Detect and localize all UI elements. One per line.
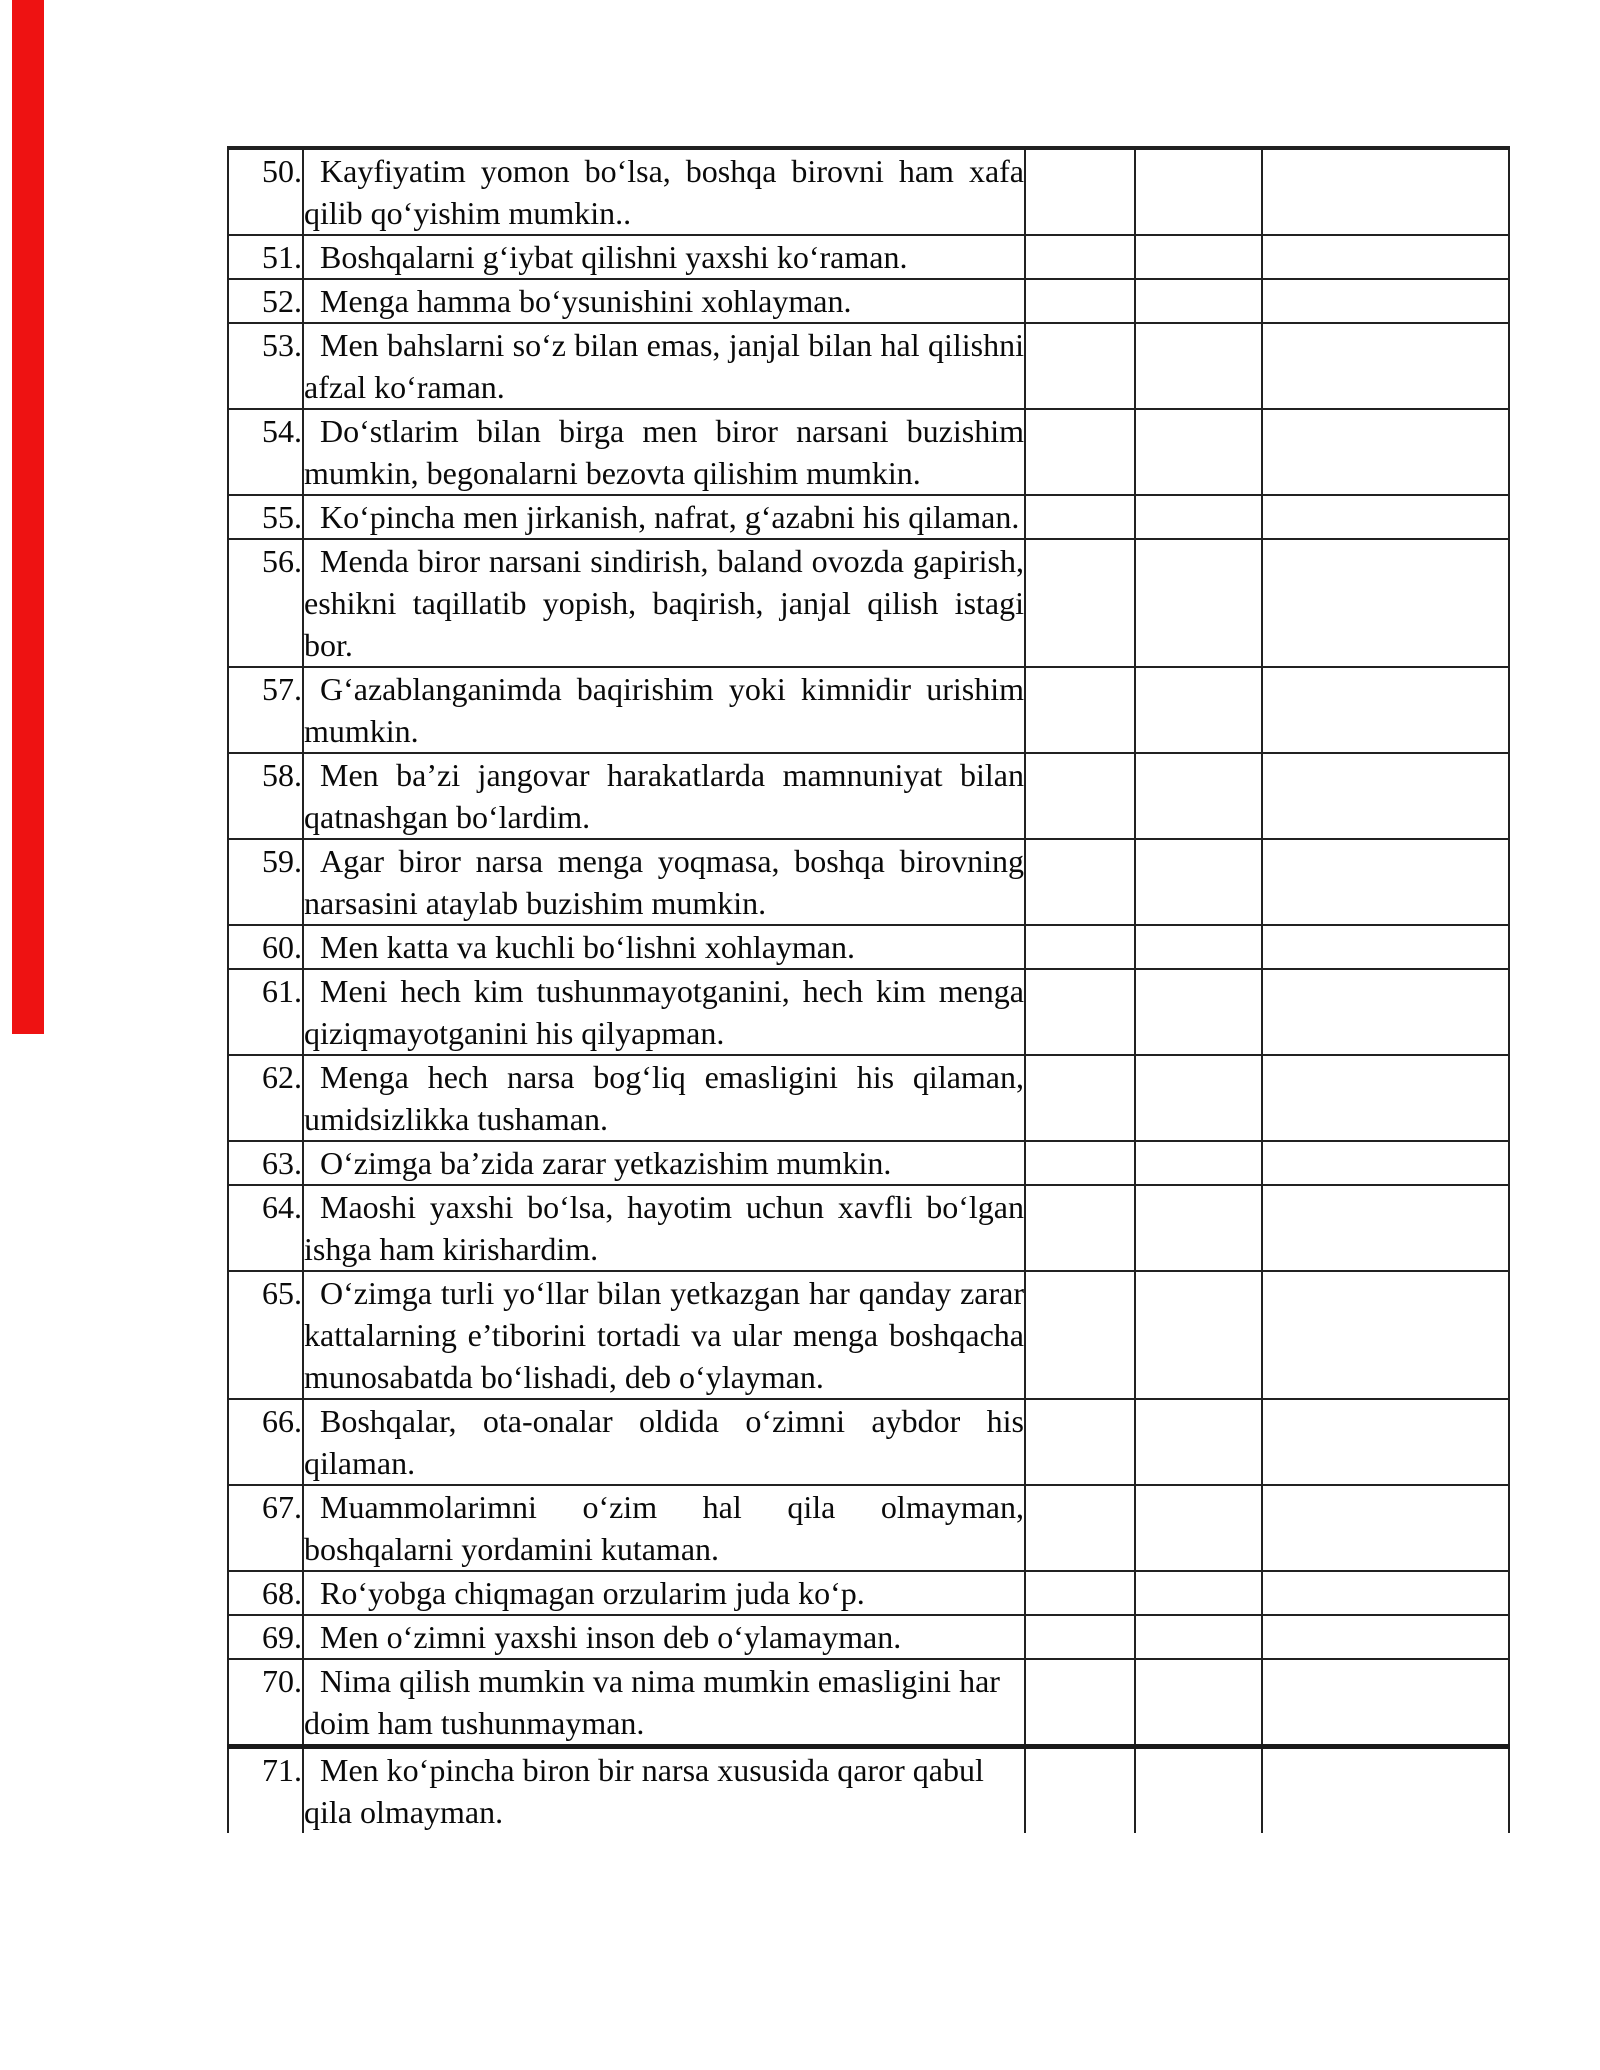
statement-cell: O‘zimga ba’zida zarar yetkazishim mumkin.: [303, 1141, 1025, 1185]
table-row: [228, 235, 1509, 279]
statement-cell: Men ko‘pincha biron bir narsa xususida qaror qabul qila olmayman.: [303, 1747, 1025, 1834]
answer-cell-2: [1135, 1399, 1262, 1485]
answer-cell-1: [1025, 969, 1135, 1055]
answer-cell-1: [1025, 148, 1135, 235]
answer-cell-3: [1262, 1485, 1509, 1571]
row-number-cell: 68.: [228, 1571, 303, 1615]
answer-cell-2: [1135, 279, 1262, 323]
answer-cell-2: [1135, 1747, 1262, 1834]
answer-cell-1: [1025, 839, 1135, 925]
answer-cell-2: [1135, 839, 1262, 925]
statement-cell: Menga hamma bo‘ysunishini xohlayman.: [303, 279, 1025, 323]
answer-cell-3: [1262, 839, 1509, 925]
answer-cell-3: [1262, 1747, 1509, 1834]
row-number-cell: 54.: [228, 409, 303, 495]
answer-cell-3: [1262, 279, 1509, 323]
row-number-cell: 66.: [228, 1399, 303, 1485]
statement-cell: Men o‘zimni yaxshi inson deb o‘ylamayman.: [303, 1615, 1025, 1659]
table-row: [228, 279, 1509, 323]
statement-cell: Ro‘yobga chiqmagan orzularim juda ko‘p.: [303, 1571, 1025, 1615]
answer-cell-1: [1025, 1747, 1135, 1834]
row-number-cell: 51.: [228, 235, 303, 279]
answer-cell-1: [1025, 409, 1135, 495]
table-row: [228, 323, 1509, 409]
red-marker-bar: [12, 0, 44, 1034]
table-row: [228, 1055, 1509, 1141]
row-number-cell: 57.: [228, 667, 303, 753]
answer-cell-1: [1025, 495, 1135, 539]
answer-cell-3: [1262, 1141, 1509, 1185]
table-row: [228, 539, 1509, 667]
answer-cell-3: [1262, 1659, 1509, 1747]
answer-cell-2: [1135, 1485, 1262, 1571]
answer-cell-1: [1025, 667, 1135, 753]
answer-cell-3: [1262, 1271, 1509, 1399]
row-number-cell: 70.: [228, 1659, 303, 1747]
row-number-cell: 52.: [228, 279, 303, 323]
answer-cell-1: [1025, 1141, 1135, 1185]
answer-cell-1: [1025, 1571, 1135, 1615]
row-number-cell: 65.: [228, 1271, 303, 1399]
statement-cell: Maoshi yaxshi bo‘lsa, hayotim uchun xavfli bo‘lgan ishga ham kirishardim.: [303, 1185, 1025, 1271]
row-number-cell: 61.: [228, 969, 303, 1055]
statement-cell: Kayfiyatim yomon bo‘lsa, boshqa birovni ham xafa qilib qo‘yishim mumkin..: [303, 148, 1025, 235]
answer-cell-2: [1135, 753, 1262, 839]
answer-cell-2: [1135, 925, 1262, 969]
answer-cell-2: [1135, 1271, 1262, 1399]
table-row: [228, 148, 1509, 235]
row-number-cell: 63.: [228, 1141, 303, 1185]
table-row: [228, 1141, 1509, 1185]
answer-cell-1: [1025, 1659, 1135, 1747]
answer-cell-2: [1135, 1615, 1262, 1659]
answer-cell-3: [1262, 539, 1509, 667]
answer-cell-2: [1135, 539, 1262, 667]
row-number-cell: 60.: [228, 925, 303, 969]
row-number-cell: 67.: [228, 1485, 303, 1571]
answer-cell-2: [1135, 495, 1262, 539]
row-number-cell: 58.: [228, 753, 303, 839]
answer-cell-2: [1135, 969, 1262, 1055]
table-row: [228, 1615, 1509, 1659]
answer-cell-1: [1025, 1615, 1135, 1659]
table-row: [228, 667, 1509, 753]
statement-cell: Men katta va kuchli bo‘lishni xohlayman.: [303, 925, 1025, 969]
answer-cell-2: [1135, 1571, 1262, 1615]
statement-cell: Agar biror narsa menga yoqmasa, boshqa birovning narsasini ataylab buzishim mumkin.: [303, 839, 1025, 925]
answer-cell-3: [1262, 323, 1509, 409]
table-row: [228, 969, 1509, 1055]
row-number-cell: 62.: [228, 1055, 303, 1141]
questionnaire-table: [227, 146, 1510, 1833]
answer-cell-1: [1025, 235, 1135, 279]
statement-cell: G‘azablanganimda baqirishim yoki kimnidir urishim mumkin.: [303, 667, 1025, 753]
answer-cell-1: [1025, 753, 1135, 839]
answer-cell-1: [1025, 1185, 1135, 1271]
row-number-cell: 56.: [228, 539, 303, 667]
answer-cell-2: [1135, 1055, 1262, 1141]
answer-cell-3: [1262, 1399, 1509, 1485]
table-row: [228, 925, 1509, 969]
answer-cell-3: [1262, 1615, 1509, 1659]
row-number-cell: 53.: [228, 323, 303, 409]
answer-cell-1: [1025, 1271, 1135, 1399]
answer-cell-3: [1262, 1055, 1509, 1141]
table-row: [228, 1485, 1509, 1571]
row-number-cell: 59.: [228, 839, 303, 925]
table-row: [228, 1399, 1509, 1485]
answer-cell-1: [1025, 1055, 1135, 1141]
answer-cell-3: [1262, 495, 1509, 539]
statement-cell: Menga hech narsa bog‘liq emasligini his qilaman, umidsizlikka tushaman.: [303, 1055, 1025, 1141]
row-number-cell: 64.: [228, 1185, 303, 1271]
statement-cell: Men ba’zi jangovar harakatlarda mamnuniyat bilan qatnashgan bo‘lardim.: [303, 753, 1025, 839]
answer-cell-2: [1135, 667, 1262, 753]
statement-cell: Boshqalarni g‘iybat qilishni yaxshi ko‘raman.: [303, 235, 1025, 279]
row-number-cell: 69.: [228, 1615, 303, 1659]
answer-cell-2: [1135, 1185, 1262, 1271]
statement-cell: Ko‘pincha men jirkanish, nafrat, g‘azabni his qilaman.: [303, 495, 1025, 539]
statement-cell: Meni hech kim tushunmayotganini, hech kim menga qiziqmayotganini his qilyapman.: [303, 969, 1025, 1055]
row-number-cell: 55.: [228, 495, 303, 539]
answer-cell-1: [1025, 539, 1135, 667]
answer-cell-2: [1135, 148, 1262, 235]
statement-cell: Do‘stlarim bilan birga men biror narsani buzishim mumkin, begonalarni bezovta qilishim mumkin.: [303, 409, 1025, 495]
table-row: [228, 1747, 1509, 1834]
answer-cell-1: [1025, 323, 1135, 409]
answer-cell-1: [1025, 925, 1135, 969]
answer-cell-3: [1262, 1185, 1509, 1271]
answer-cell-3: [1262, 1571, 1509, 1615]
answer-cell-3: [1262, 969, 1509, 1055]
table-row: [228, 1571, 1509, 1615]
answer-cell-3: [1262, 753, 1509, 839]
table-row: [228, 1271, 1509, 1399]
row-number-cell: 50.: [228, 148, 303, 235]
answer-cell-2: [1135, 1141, 1262, 1185]
statement-cell: Menda biror narsani sindirish, baland ovozda gapirish, eshikni taqillatib yopish, baqirish, janjal qilish istagi bor.: [303, 539, 1025, 667]
answer-cell-2: [1135, 409, 1262, 495]
statement-cell: Men bahslarni so‘z bilan emas, janjal bilan hal qilishni afzal ko‘raman.: [303, 323, 1025, 409]
statement-cell: Boshqalar, ota-onalar oldida o‘zimni aybdor his qilaman.: [303, 1399, 1025, 1485]
answer-cell-1: [1025, 1485, 1135, 1571]
statement-cell: Muammolarimni o‘zim hal qila olmayman, boshqalarni yordamini kutaman.: [303, 1485, 1025, 1571]
answer-cell-1: [1025, 1399, 1135, 1485]
table-row: [228, 495, 1509, 539]
table-row: [228, 839, 1509, 925]
answer-cell-3: [1262, 667, 1509, 753]
answer-cell-3: [1262, 925, 1509, 969]
statement-cell: O‘zimga turli yo‘llar bilan yetkazgan har qanday zarar kattalarning e’tiborini tortadi va ular menga boshqacha munosabatda bo‘lishadi, deb o‘ylayman.: [303, 1271, 1025, 1399]
answer-cell-3: [1262, 148, 1509, 235]
answer-cell-1: [1025, 279, 1135, 323]
table-body: [228, 148, 1509, 1833]
answer-cell-2: [1135, 323, 1262, 409]
row-number-cell: 71.: [228, 1747, 303, 1834]
table-row: [228, 1185, 1509, 1271]
table-row: [228, 1659, 1509, 1747]
statement-cell: Nima qilish mumkin va nima mumkin emasligini har doim ham tushunmayman.: [303, 1659, 1025, 1747]
answer-cell-2: [1135, 1659, 1262, 1747]
table-row: [228, 409, 1509, 495]
answer-cell-2: [1135, 235, 1262, 279]
answer-cell-3: [1262, 235, 1509, 279]
answer-cell-3: [1262, 409, 1509, 495]
table-row: [228, 753, 1509, 839]
